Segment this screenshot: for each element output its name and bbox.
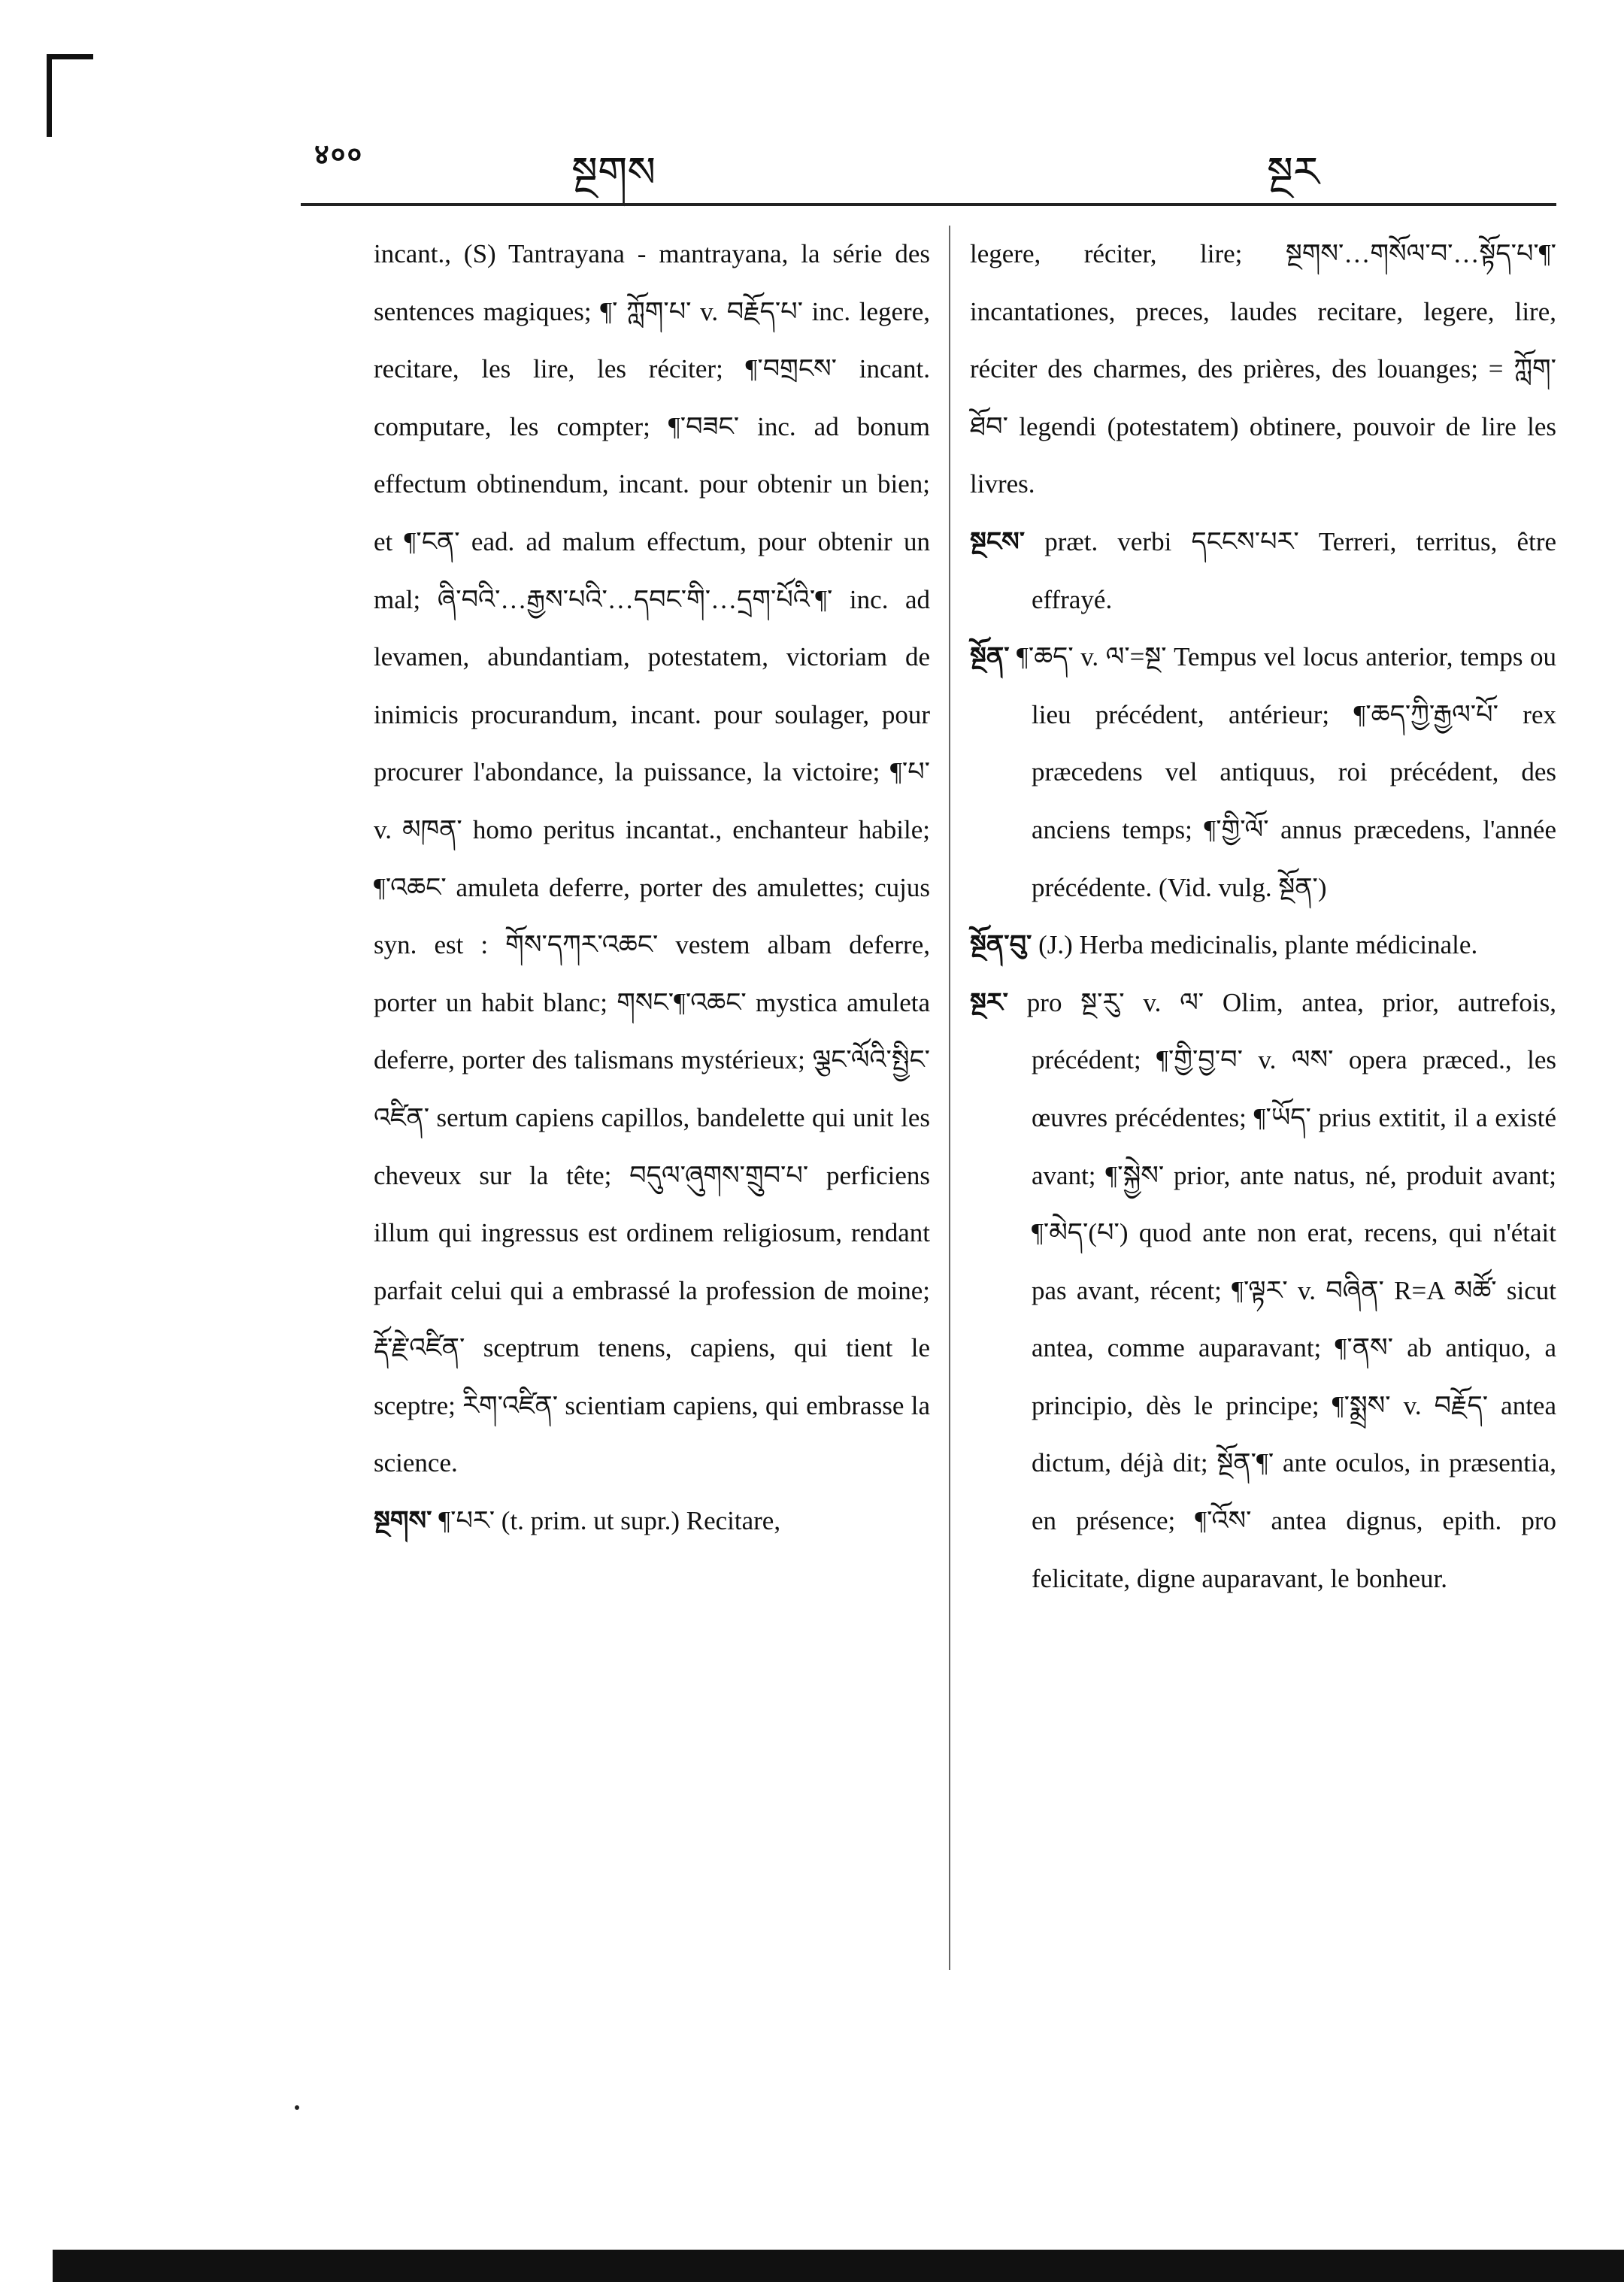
entry-continuation: incant., (S) Tantrayana - mantrayana, la série des sentences magiques; ¶་ ཀློག་པ་ v. བརྗོད་པ་ inc. legere, recitare, les lire, les réciter; ¶་བགྲངས་ incant. computare, les compter; ¶་བཟང་ inc. ad bonum effectum obtinendum, incant. pour obtenir un bien; et ¶་ངན་ ead. ad malum effectum, pour obtenir un mal; ཞི་བའི་…རྒྱས་པའི་…དབང་གི་…དྲག་པོའི་¶་ inc. ad levamen, abundantiam, potestatem, victoriam de inimicis procurandum, incant. pour soulager, pour procurer l'abondance, la puissance, la victoire; ¶་པ་ v. མཁན་ homo peritus incantat., enchanteur habile; ¶་འཆང་ amuleta deferre, porter des amulettes; cujus syn. est : གོས་དཀར་འཆང་ vestem albam deferre, porter un habit blanc; གསང་¶་འཆང་ mystica amuleta deferre, porter des talismans mystérieux; ལྕང་ལོའི་སྤྱིང་འཛིན་ sertum capiens capillos, bandelette qui unit les cheveux sur la tête; བདུལ་ཞུགས་གྲུབ་པ་ perficiens illum qui ingressus est ordinem religiosum, rendant parfait celui qui a embrassé la profession de moine; རྡོ་རྗེ་འཛིན་ sceptrum tenens, capiens, qui tient le sceptre; རིག་འཛིན་ scientiam capiens, qui embrasse la science.	[374, 239, 930, 1478]
running-head-right: སྔར	[1267, 148, 1320, 197]
entry-headword: སྔངས་	[970, 526, 1026, 557]
dictionary-entry	[970, 974, 1556, 1608]
entry-headword: སྔར་	[970, 987, 1009, 1018]
entry-text: ¶་ཆད་ v. ལ་=སྔ་ Tempus vel locus anterior, temps ou lieu précédent, antérieur; ¶་ཆད་ཀྱི་རྒྱལ་པོ་ rex præcedens vel antiquus, roi précédent, des anciens temps; ¶་གྱི་ལོ་ annus præcedens, l'année précédente. (Vid. vulg. སྔོན་)	[1017, 642, 1556, 902]
entry-headword: སྔོན་	[970, 642, 1010, 673]
dictionary-entry	[970, 629, 1556, 917]
dictionary-entry	[970, 917, 1556, 974]
entry-text: ¶་པར་ (t. prim. ut supr.) Recitare,	[438, 1506, 781, 1536]
entry-text: pro སྔ་རུ་ v. ལ་ Olim, antea, prior, autrefois, précédent; ¶་གྱི་བྱ་བ་ v. ལས་ opera præced., les œuvres précédentes; ¶་ཡོད་ prius extitit, il a existé avant; ¶་སྐྱེས་ prior, ante natus, né, produit avant; ¶་མེད་(པ་) quod ante non erat, recens, qui n'était pas avant, récent; ¶་ལྟར་ v. བཞིན་ R=A མཚོ་ sicut antea, comme auparavant; ¶་ནས་ ab antiquo, a principio, dès le principe; ¶་སྨྲས་ v. བརྗོད་ antea dictum, déjà dit; སྔོན་¶་ ante oculos, in præsentia, en présence; ¶་འོས་ antea dignus, epith. pro felicitate, digne auparavant, le bonheur.	[1026, 987, 1557, 1593]
entry-text: (J.) Herba medicinalis, plante médicinale.	[1038, 930, 1478, 960]
entry-continuation: legere, réciter, lire; སྔགས་…གསོལ་བ་…སྟོད་པ་¶་ incantationes, preces, laudes recitare, legere, lire, réciter des charmes, des prières, des louanges; = ཀློག་ཐོབ་ legendi (potestatem) obtinere, pouvoir de lire les livres.	[970, 239, 1556, 499]
scan-edge-band	[53, 2250, 1624, 2282]
entry-text: præt. verbi དངངས་པར་ Terreri, territus, être effrayé.	[1032, 526, 1557, 614]
page-number: ४००	[314, 139, 364, 171]
left-column	[374, 226, 930, 1550]
column-divider	[949, 226, 950, 1970]
running-head-left: སྔགས	[571, 148, 656, 197]
dictionary-entry	[970, 514, 1556, 629]
corner-crop-mark	[47, 54, 93, 137]
entry-headword: སྔོན་བུ་	[970, 930, 1032, 961]
entry-headword: སྔགས་	[374, 1506, 432, 1537]
dictionary-entry	[374, 1493, 930, 1550]
right-column	[970, 226, 1556, 1608]
stray-dot	[295, 2105, 299, 2110]
header-rule	[301, 203, 1556, 206]
